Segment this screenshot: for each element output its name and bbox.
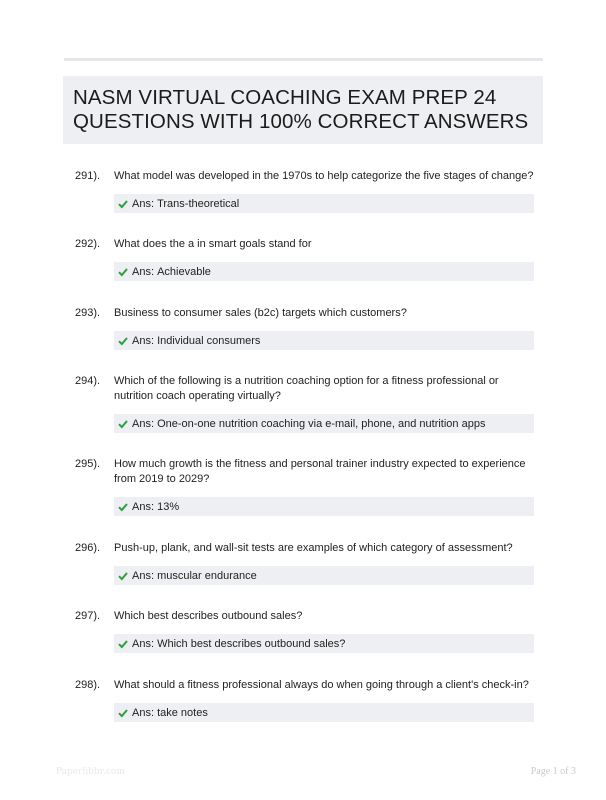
answer-box — [114, 566, 534, 585]
question-number: 291). — [75, 170, 101, 182]
answer-box — [114, 194, 534, 213]
answer-prefix: Ans: — [132, 637, 155, 650]
question-text: What does the a in smart goals stand for — [114, 238, 312, 250]
answer-prefix: Ans: — [132, 197, 155, 210]
check-icon — [118, 336, 128, 346]
top-divider — [64, 58, 543, 61]
question-text: Business to consumer sales (b2c) targets which customers? — [114, 307, 407, 319]
question-number: 297). — [75, 610, 101, 622]
question-number: 296). — [75, 542, 101, 554]
answer-text: Achievable — [157, 265, 211, 278]
answer-text: 13% — [157, 500, 180, 513]
answer-text: take notes — [157, 706, 208, 719]
answer-prefix: Ans: — [132, 334, 155, 347]
check-icon — [118, 708, 128, 718]
answer-prefix: Ans: — [132, 706, 155, 719]
check-icon — [118, 267, 128, 277]
answer-text: muscular endurance — [157, 569, 257, 582]
answer-prefix: Ans: — [132, 569, 155, 582]
question-text: Which of the following is a nutrition coaching option for a fitness professional or nutrition coach operating virtually? — [114, 375, 499, 402]
page-title: NASM VIRTUAL COACHING EXAM PREP 24 QUESTIONS WITH 100% CORRECT ANSWERS — [73, 86, 529, 133]
answer-prefix: Ans: — [132, 500, 155, 513]
page-number: Page 1 of 3 — [530, 766, 576, 777]
check-icon — [118, 639, 128, 649]
question-text: Push-up, plank, and wall-sit tests are examples of which category of assessment? — [114, 542, 513, 554]
title-banner — [63, 76, 543, 144]
check-icon — [118, 199, 128, 209]
question-number: 298). — [75, 679, 101, 691]
question-text: How much growth is the fitness and personal trainer industry expected to experience from 2019 to 2029? — [114, 458, 526, 485]
answer-box — [114, 262, 534, 281]
check-icon — [118, 419, 128, 429]
check-icon — [118, 502, 128, 512]
answer-box — [114, 634, 534, 653]
answer-box — [114, 414, 534, 433]
check-icon — [118, 571, 128, 581]
question-text: Which best describes outbound sales? — [114, 610, 303, 622]
question-number: 293). — [75, 307, 101, 319]
answer-text: Which best describes outbound sales? — [157, 637, 346, 650]
answer-box — [114, 331, 534, 350]
question-number: 294). — [75, 375, 101, 387]
question-text: What model was developed in the 1970s to help categorize the five stages of change? — [114, 170, 534, 182]
question-text: What should a fitness professional always do when going through a client's check-in? — [114, 679, 529, 691]
answer-box — [114, 703, 534, 722]
answer-text: One-on-one nutrition coaching via e-mail, phone, and nutrition apps — [157, 417, 486, 430]
answer-text: Individual consumers — [157, 334, 261, 347]
answer-text: Trans-theoretical — [157, 197, 240, 210]
answer-box — [114, 497, 534, 516]
footer-watermark: Paperlibbr.com — [56, 767, 125, 777]
answer-prefix: Ans: — [132, 417, 155, 430]
question-number: 295). — [75, 458, 101, 470]
answer-prefix: Ans: — [132, 265, 155, 278]
question-number: 292). — [75, 238, 101, 250]
